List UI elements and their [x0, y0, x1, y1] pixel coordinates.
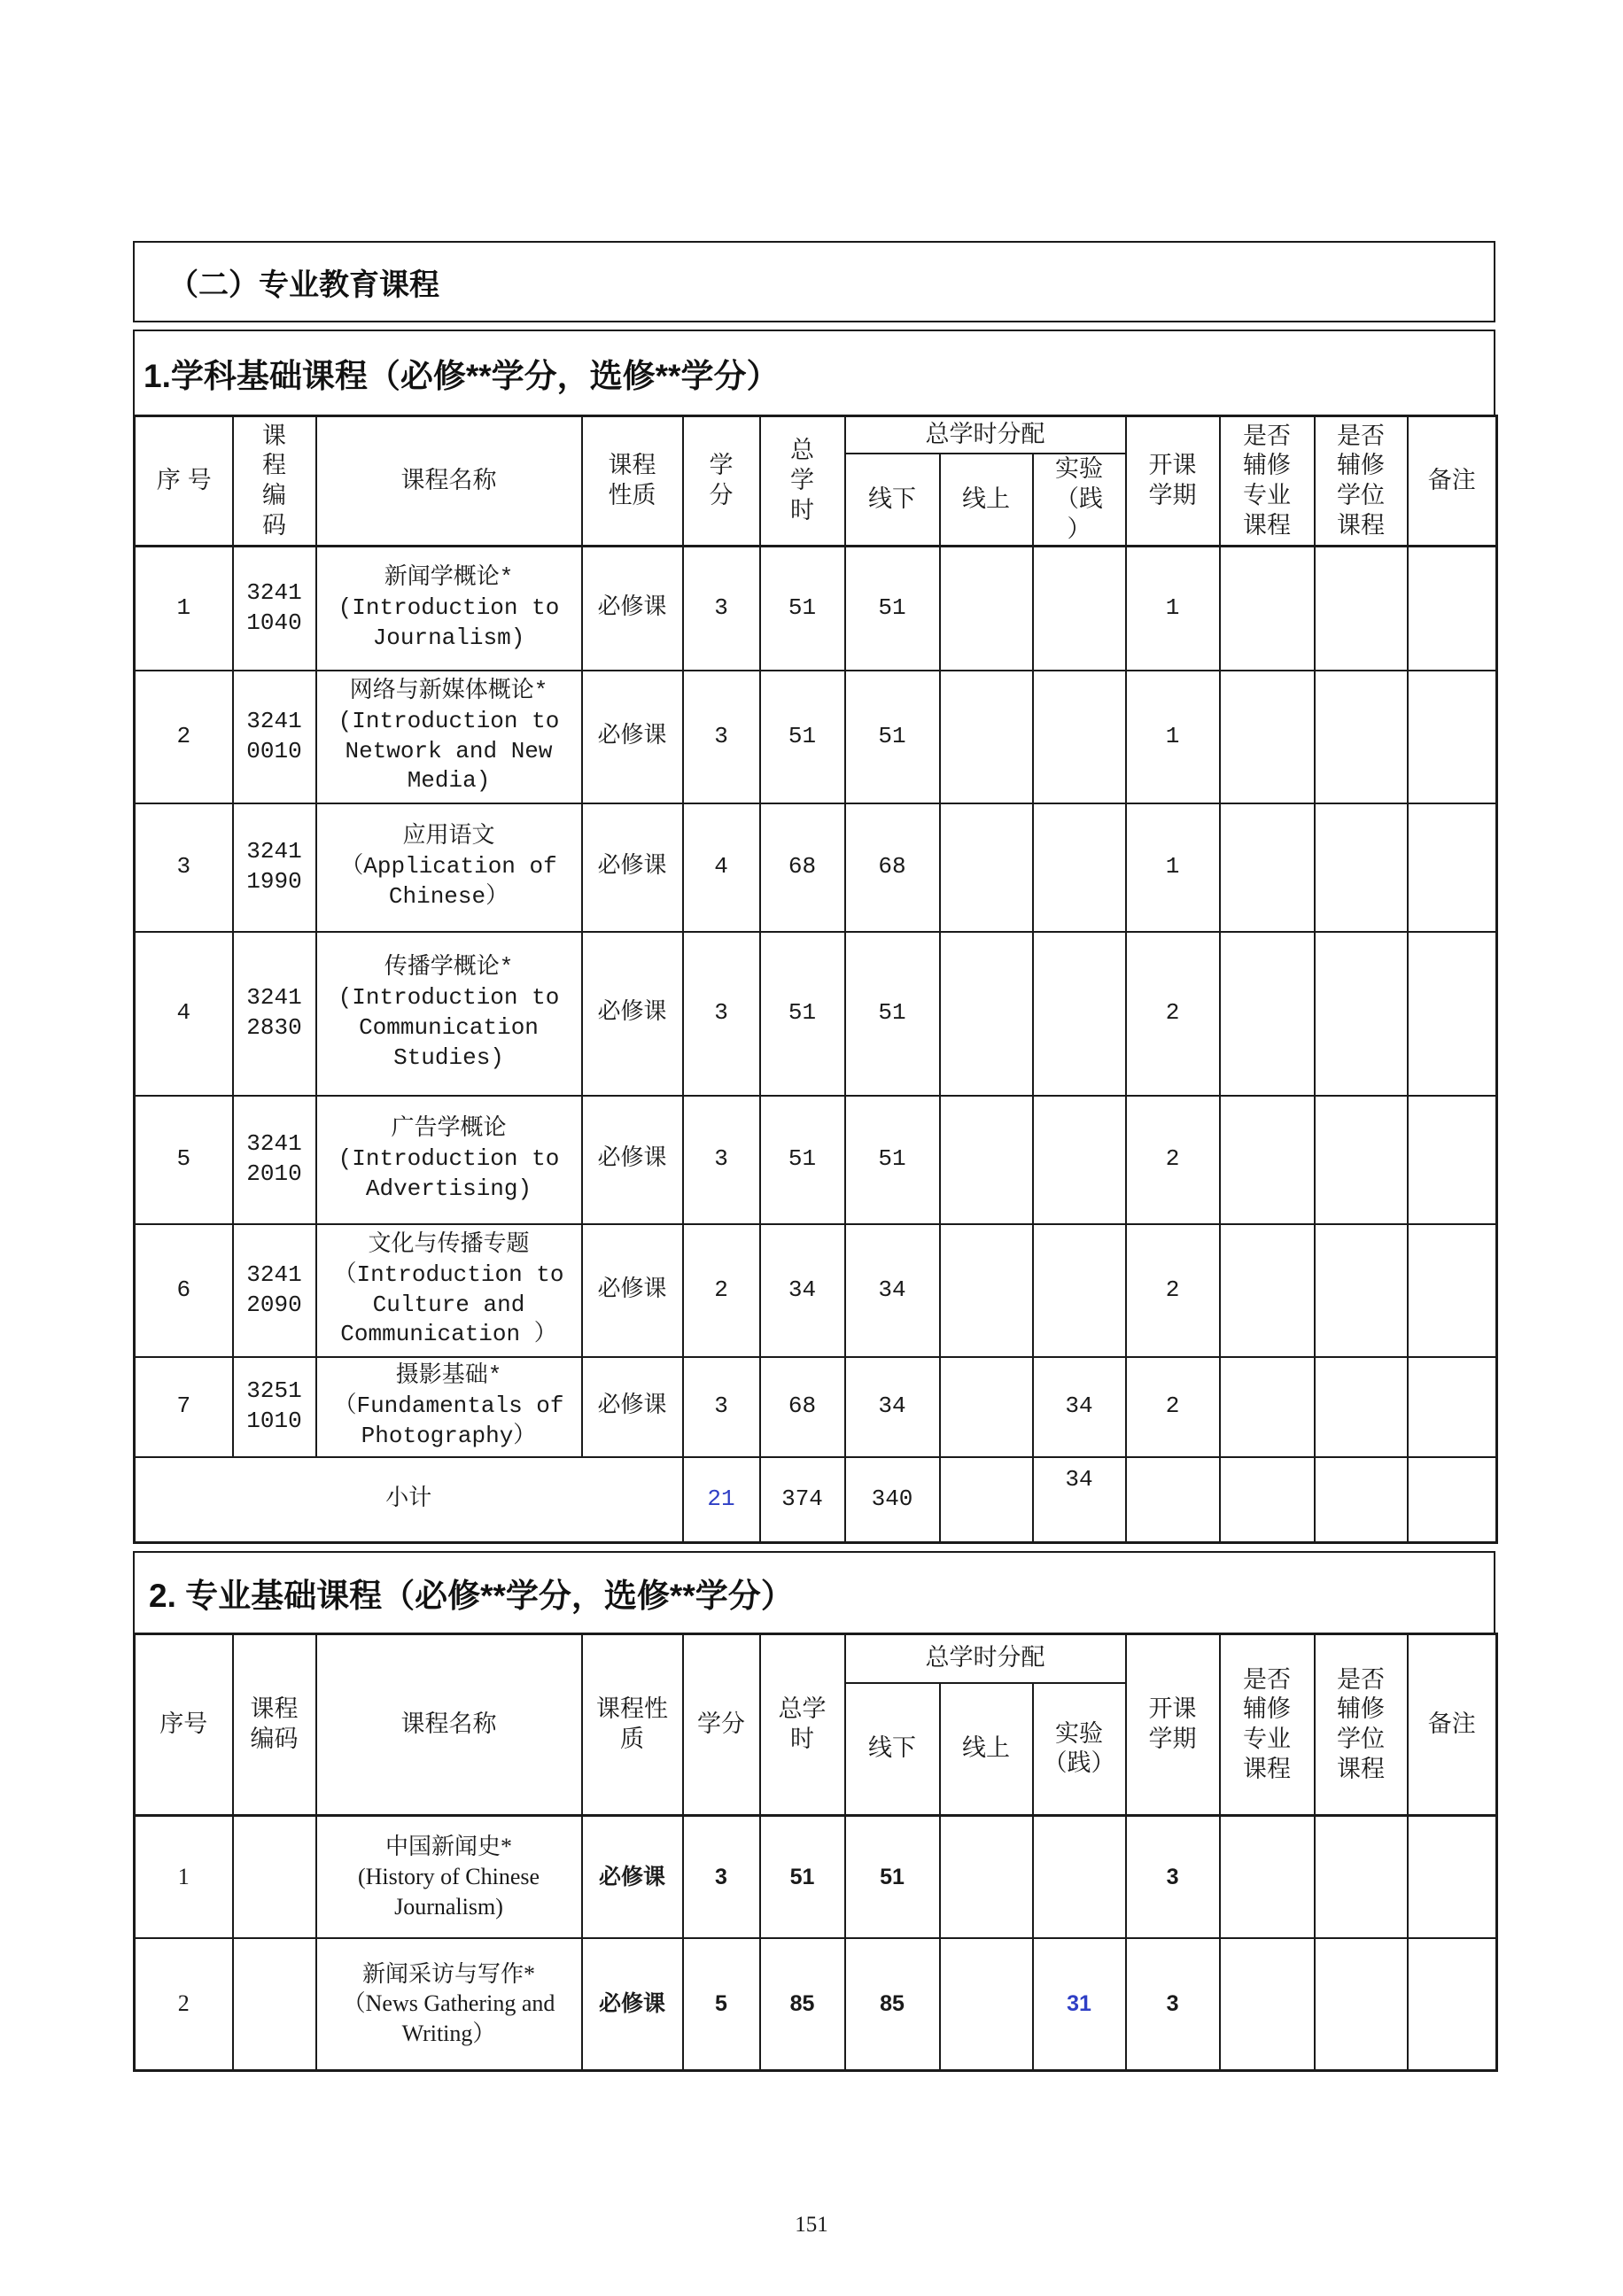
cell-total-hours: 51 [760, 671, 845, 803]
col-header-practice: 实验 （践） [1033, 1683, 1126, 1816]
col-header-minor-major: 是否 辅修 专业 课程 [1220, 1634, 1315, 1816]
subtotal-row [135, 1457, 1497, 1543]
cell-credits: 5 [683, 1938, 760, 2071]
cell-credits: 3 [683, 671, 760, 803]
table-row [135, 1938, 1497, 2071]
cell-semester: 1 [1126, 671, 1220, 803]
cell-online [940, 932, 1033, 1096]
cell-seq: 5 [135, 1096, 233, 1224]
col-header-offline: 线下 [845, 1683, 940, 1816]
subtotal-label: 小计 [135, 1457, 683, 1543]
cell-minor-major [1220, 1224, 1315, 1357]
col-header-credits: 学分 [683, 1634, 760, 1816]
cell-practice: 31 [1033, 1938, 1126, 2071]
cell-minor-major [1220, 803, 1315, 932]
table-row [135, 932, 1497, 1096]
section1-title: 1.学科基础课程（必修**学分，选修**学分） [144, 358, 780, 394]
cell-practice [1033, 1096, 1126, 1224]
cell-total-hours: 34 [760, 1224, 845, 1357]
cell-semester: 2 [1126, 1096, 1220, 1224]
cell-seq: 2 [135, 1938, 233, 2071]
cell-total-hours: 51 [760, 1816, 845, 1938]
col-header-total-hours: 总学 时 [760, 1634, 845, 1816]
cell-nature: 必修课 [582, 1224, 683, 1357]
cell-code [233, 1816, 316, 1938]
col-header-nature: 课程性 质 [582, 1634, 683, 1816]
cell-course-name: 网络与新媒体概论* (Introduction to Network and New Media) [316, 671, 582, 803]
cell-practice [1033, 1816, 1126, 1938]
page-number: 151 [795, 2213, 828, 2237]
col-header-semester: 开课 学期 [1126, 416, 1220, 547]
cell-note [1408, 1224, 1497, 1357]
col-header-minor-major: 是否 辅修 专业 课程 [1220, 416, 1315, 547]
col-header-code: 课程 编码 [233, 1634, 316, 1816]
cell-minor-major [1220, 671, 1315, 803]
cell-course-name: 新闻学概论* (Introduction to Journalism) [316, 547, 582, 671]
cell-practice [1033, 1224, 1126, 1357]
subtotal-minor-degree [1315, 1457, 1408, 1543]
cell-offline: 34 [845, 1224, 940, 1357]
table-row [135, 1357, 1497, 1457]
cell-minor-major [1220, 1096, 1315, 1224]
section2-heading-box [133, 1551, 1495, 1633]
col-header-total-hours: 总 学 时 [760, 416, 845, 547]
cell-minor-major [1220, 547, 1315, 671]
cell-credits: 2 [683, 1224, 760, 1357]
cell-online [940, 1357, 1033, 1457]
cell-credits: 3 [683, 1816, 760, 1938]
document-content [133, 241, 1495, 2072]
cell-offline: 34 [845, 1357, 940, 1457]
col-header-online: 线上 [940, 1683, 1033, 1816]
cell-semester: 2 [1126, 1224, 1220, 1357]
cell-code: 3241 1040 [233, 547, 316, 671]
cell-credits: 4 [683, 803, 760, 932]
major-foundation-course-table [133, 1633, 1498, 2072]
cell-offline: 51 [845, 932, 940, 1096]
subtotal-online [940, 1457, 1033, 1543]
subtotal-note [1408, 1457, 1497, 1543]
cell-nature: 必修课 [582, 1816, 683, 1938]
discipline-foundation-course-table [133, 415, 1498, 1544]
cell-minor-degree [1315, 1938, 1408, 2071]
cell-code: 3241 2830 [233, 932, 316, 1096]
section1-heading-box [133, 330, 1495, 415]
cell-offline: 51 [845, 1816, 940, 1938]
cell-online [940, 1938, 1033, 2071]
cell-code: 3241 0010 [233, 671, 316, 803]
cell-seq: 3 [135, 803, 233, 932]
cell-seq: 6 [135, 1224, 233, 1357]
cell-credits: 3 [683, 932, 760, 1096]
cell-semester: 2 [1126, 1357, 1220, 1457]
cell-minor-major [1220, 1816, 1315, 1938]
cell-code: 3241 2010 [233, 1096, 316, 1224]
cell-code: 3251 1010 [233, 1357, 316, 1457]
col-header-name: 课程名称 [316, 1634, 582, 1816]
table-row [135, 547, 1497, 671]
cell-semester: 1 [1126, 803, 1220, 932]
cell-seq: 7 [135, 1357, 233, 1457]
cell-total-hours: 85 [760, 1938, 845, 2071]
subtotal-credits: 21 [683, 1457, 760, 1543]
cell-online [940, 1224, 1033, 1357]
cell-course-name: 应用语文 （Application of Chinese） [316, 803, 582, 932]
cell-total-hours: 51 [760, 547, 845, 671]
col-header-practice: 实验 （践 ） [1033, 454, 1126, 547]
cell-nature: 必修课 [582, 671, 683, 803]
table-row [135, 671, 1497, 803]
col-header-semester: 开课 学期 [1126, 1634, 1220, 1816]
cell-code [233, 1938, 316, 2071]
cell-code: 3241 2090 [233, 1224, 316, 1357]
cell-total-hours: 51 [760, 1096, 845, 1224]
cell-minor-degree [1315, 671, 1408, 803]
section2-title: 2. 专业基础课程（必修**学分，选修**学分） [149, 1578, 794, 1614]
cell-code: 3241 1990 [233, 803, 316, 932]
cell-note [1408, 932, 1497, 1096]
subtotal-semester [1126, 1457, 1220, 1543]
cell-total-hours: 51 [760, 932, 845, 1096]
cell-note [1408, 547, 1497, 671]
cell-nature: 必修课 [582, 1357, 683, 1457]
col-header-name: 课程名称 [316, 416, 582, 547]
cell-minor-major [1220, 1938, 1315, 2071]
cell-semester: 3 [1126, 1938, 1220, 2071]
col-header-nature: 课程 性质 [582, 416, 683, 547]
subtotal-minor-major [1220, 1457, 1315, 1543]
col-header-note: 备注 [1408, 416, 1497, 547]
col-header-code: 课 程 编 码 [233, 416, 316, 547]
cell-seq: 2 [135, 671, 233, 803]
subtotal-total-hours: 374 [760, 1457, 845, 1543]
subtotal-practice: 34 [1033, 1457, 1126, 1543]
col-header-seq: 序号 [135, 416, 233, 547]
cell-minor-degree [1315, 803, 1408, 932]
doc-heading: （二）专业教育课程 [168, 268, 439, 302]
cell-minor-major [1220, 932, 1315, 1096]
cell-minor-degree [1315, 1816, 1408, 1938]
col-header-credits: 学 分 [683, 416, 760, 547]
table-row [135, 1816, 1497, 1938]
cell-minor-degree [1315, 1357, 1408, 1457]
col-header-minor-degree: 是否 辅修 学位 课程 [1315, 416, 1408, 547]
cell-offline: 51 [845, 547, 940, 671]
cell-course-name: 传播学概论* (Introduction to Communication Studies) [316, 932, 582, 1096]
cell-offline: 85 [845, 1938, 940, 2071]
cell-minor-degree [1315, 1096, 1408, 1224]
subtotal-offline: 340 [845, 1457, 940, 1543]
cell-online [940, 547, 1033, 671]
cell-nature: 必修课 [582, 803, 683, 932]
cell-nature: 必修课 [582, 547, 683, 671]
cell-practice [1033, 671, 1126, 803]
col-header-hours-distribution: 总学时分配 [845, 1634, 1126, 1683]
cell-practice [1033, 932, 1126, 1096]
table-row [135, 1224, 1497, 1357]
cell-online [940, 1096, 1033, 1224]
col-header-hours-distribution: 总学时分配 [845, 416, 1126, 454]
doc-heading-box [133, 241, 1495, 322]
cell-credits: 3 [683, 547, 760, 671]
cell-minor-major [1220, 1357, 1315, 1457]
cell-seq: 1 [135, 1816, 233, 1938]
cell-minor-degree [1315, 1224, 1408, 1357]
cell-credits: 3 [683, 1096, 760, 1224]
cell-offline: 51 [845, 1096, 940, 1224]
cell-note [1408, 1357, 1497, 1457]
cell-total-hours: 68 [760, 803, 845, 932]
table1-header-row-1 [135, 416, 1497, 454]
cell-note [1408, 1096, 1497, 1224]
cell-online [940, 803, 1033, 932]
col-header-online: 线上 [940, 454, 1033, 547]
cell-total-hours: 68 [760, 1357, 845, 1457]
table-row [135, 1096, 1497, 1224]
cell-course-name: 中国新闻史* (History of Chinese Journalism) [316, 1816, 582, 1938]
cell-note [1408, 671, 1497, 803]
cell-course-name: 摄影基础* （Fundamentals of Photography） [316, 1357, 582, 1457]
cell-online [940, 1816, 1033, 1938]
table-row [135, 803, 1497, 932]
cell-semester: 1 [1126, 547, 1220, 671]
cell-practice: 34 [1033, 1357, 1126, 1457]
cell-semester: 2 [1126, 932, 1220, 1096]
col-header-offline: 线下 [845, 454, 940, 547]
cell-offline: 51 [845, 671, 940, 803]
cell-offline: 68 [845, 803, 940, 932]
col-header-note: 备注 [1408, 1634, 1497, 1816]
cell-credits: 3 [683, 1357, 760, 1457]
cell-course-name: 新闻采访与写作* （News Gathering and Writing） [316, 1938, 582, 2071]
table2-header-row-1 [135, 1634, 1497, 1683]
cell-nature: 必修课 [582, 1096, 683, 1224]
cell-note [1408, 1816, 1497, 1938]
cell-seq: 4 [135, 932, 233, 1096]
cell-note [1408, 803, 1497, 932]
cell-minor-degree [1315, 932, 1408, 1096]
cell-online [940, 671, 1033, 803]
cell-course-name: 广告学概论 (Introduction to Advertising) [316, 1096, 582, 1224]
cell-nature: 必修课 [582, 1938, 683, 2071]
col-header-minor-degree: 是否 辅修 学位 课程 [1315, 1634, 1408, 1816]
cell-seq: 1 [135, 547, 233, 671]
cell-course-name: 文化与传播专题 （Introduction to Culture and Communication ） [316, 1224, 582, 1357]
cell-practice [1033, 803, 1126, 932]
col-header-seq: 序号 [135, 1634, 233, 1816]
cell-note [1408, 1938, 1497, 2071]
cell-nature: 必修课 [582, 932, 683, 1096]
cell-practice [1033, 547, 1126, 671]
cell-minor-degree [1315, 547, 1408, 671]
cell-semester: 3 [1126, 1816, 1220, 1938]
